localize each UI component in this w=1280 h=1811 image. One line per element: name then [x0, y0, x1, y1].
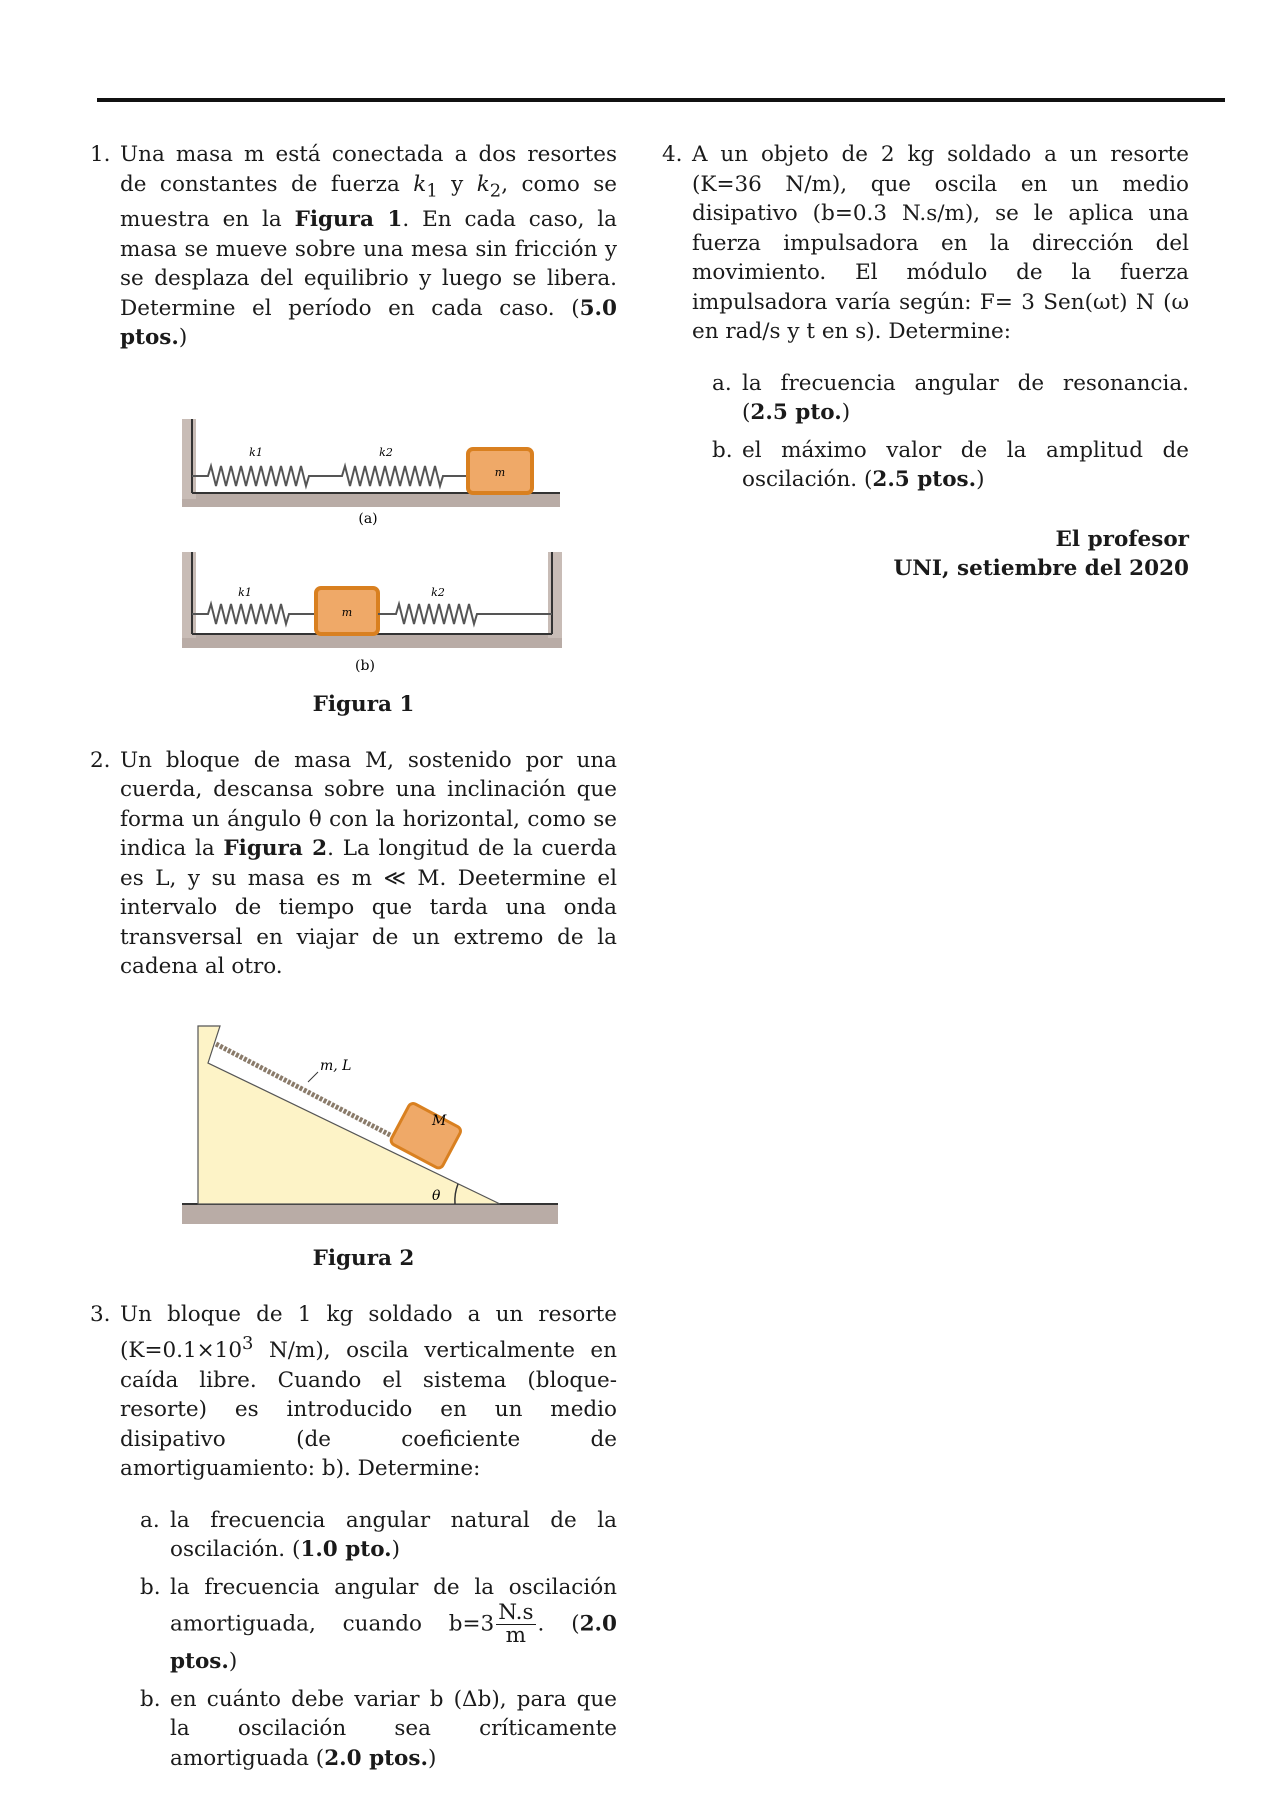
subitem: a. la frecuencia angular de resonancia. (2.5 pto.)	[712, 370, 1189, 425]
ground	[182, 634, 562, 648]
problem-3-subitems	[140, 1506, 617, 1774]
mass-label: m	[341, 606, 353, 620]
problem-number: 2.	[90, 747, 111, 773]
mass-label: M	[432, 1112, 447, 1129]
left-column	[90, 140, 617, 1773]
right-column	[662, 140, 1189, 584]
k1-label: k1	[249, 445, 263, 459]
signature-line-1: El profesor	[1055, 526, 1189, 552]
k2-label: k2	[431, 586, 445, 600]
figure-1b	[90, 534, 617, 684]
signature	[662, 525, 1189, 584]
wall	[182, 419, 196, 499]
spring-k1	[192, 604, 316, 624]
signature-line-2: UNI, setiembre del 2020	[893, 556, 1189, 581]
subfigure-label: (a)	[358, 510, 378, 526]
spring-k1	[192, 466, 330, 486]
ground	[182, 493, 560, 507]
figure-1a	[90, 381, 617, 526]
subitem: a. la frecuencia angular natural de la oscilación. (1.0 pto.)	[140, 1507, 617, 1563]
problem-number: 1.	[90, 142, 111, 167]
ground	[182, 1204, 558, 1224]
wall-left	[182, 552, 196, 638]
k1-label: k1	[238, 586, 252, 600]
spring-k2	[378, 604, 552, 624]
figure-1-caption: Figura 1	[312, 692, 415, 718]
mass-label: m	[494, 465, 506, 479]
problem-2: 2. Un bloque de masa M, sostenido por una cuerda, descansa sobre una inclinación que forma un ángulo θ con la horizontal, como se indica la Figura 2. La longitud de la cuerda es L, y su masa es m ≪ M. Deetermine el intervalo de tiempo que tarda una onda transversal en viajar de un extremo de la cadena al otro.	[90, 747, 617, 980]
problem-4-subitems	[712, 369, 1189, 495]
problem-number: 4.	[662, 142, 683, 167]
subitem: b. la frecuencia angular de la oscilación amortiguada, cuando b=3 $\frac{N.s}{m}$ . (2.0 ptos.)	[140, 1574, 617, 1675]
fraction: $\frac{N.s}{m}$	[498, 1600, 534, 1649]
figure-2-caption: Figura 2	[312, 1246, 415, 1272]
rope-label: m, L	[320, 1057, 352, 1074]
subitem: b. en cuánto debe variar b (Δb), para que la oscilación sea críticamente amortiguada (2.0 ptos.)	[140, 1686, 617, 1771]
figure-2	[90, 1008, 617, 1274]
figure-2-diagram	[90, 1008, 617, 1228]
problem-number: 3.	[90, 1301, 111, 1327]
angle-label: θ	[432, 1187, 441, 1204]
top-rule	[97, 98, 1225, 102]
spring-k2	[330, 466, 468, 486]
problem-4: 4. A un objeto de 2 kg soldado a un resorte (K=36 N/m), que oscila en un medio disipativo (b=0.3 N.s/m), se le aplica una fuerza impulsadora en la dirección del movimiento. El módulo de la fuerza impulsadora varía según: F= 3 Sen(ωt) N (ω en rad/s y t en s). Determine:	[662, 142, 1189, 344]
figure-1	[90, 381, 617, 720]
wall-right	[548, 552, 562, 638]
subitem: b. el máximo valor de la amplitud de oscilación. (2.5 ptos.)	[712, 437, 1189, 492]
rope-label-pointer	[308, 1072, 318, 1082]
k2-label: k2	[379, 445, 393, 459]
subfigure-label: (b)	[355, 658, 375, 675]
problem-3: 3. Un bloque de 1 kg soldado a un resorte ($K=0.1\times 10^3$ N/m), oscila verticalmente en caída libre. Cuando el sistema (bloque-resorte) es introducido en un medio disipativo (de coeficiente de amortiguamiento: b). Determine:	[90, 1301, 617, 1482]
problem-1: 1. Una masa m está conectada a dos resortes de constantes de fuerza $k_1$ y $k_2$, como se muestra en la Figura 1. En cada caso, la masa se mueve sobre una mesa sin fricción y se desplaza del equilibrio y luego se libera. Determine el período en cada caso. (5.0 ptos.)	[90, 142, 617, 351]
